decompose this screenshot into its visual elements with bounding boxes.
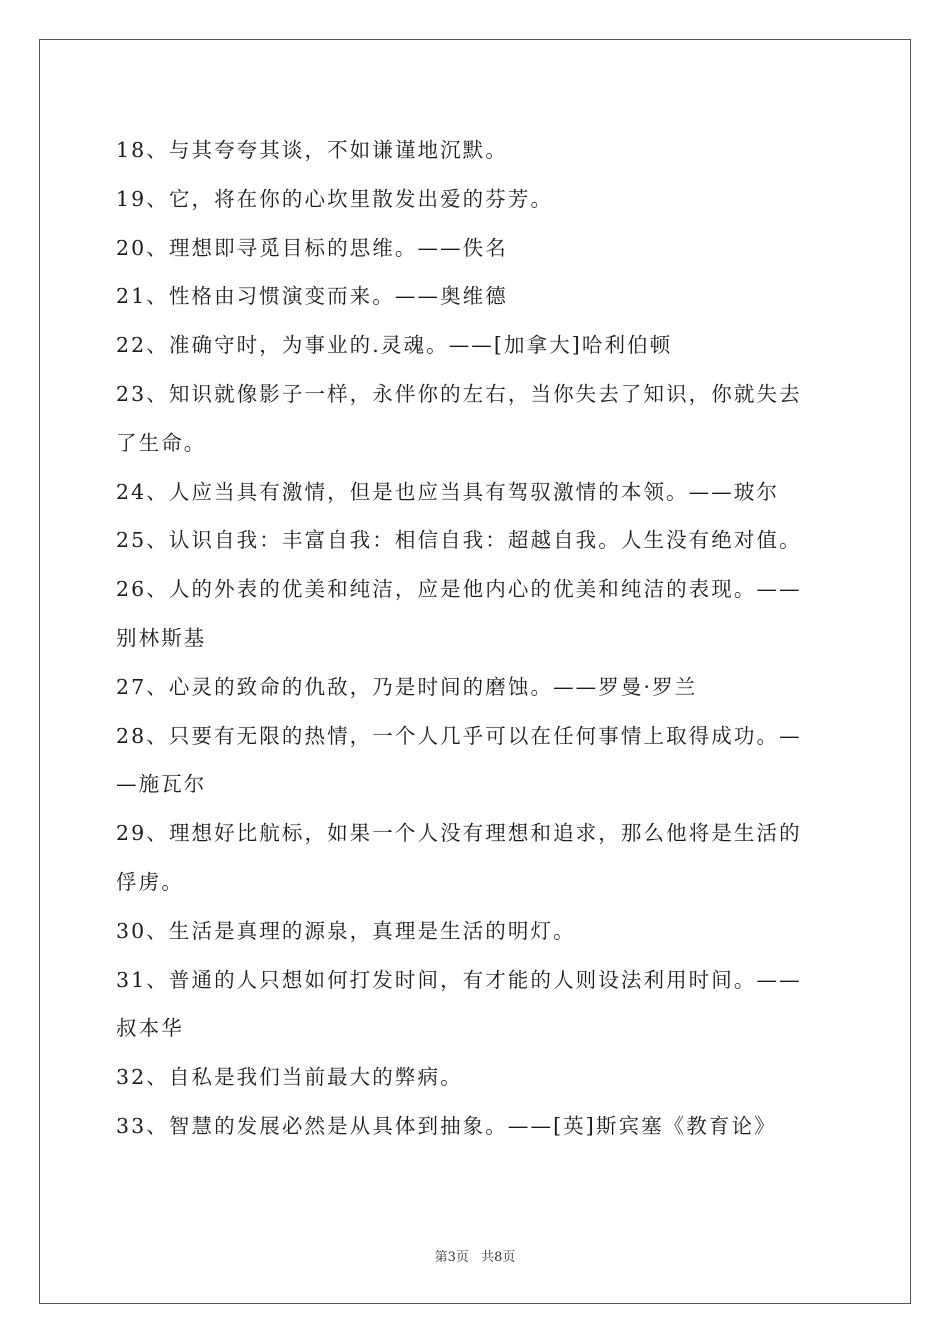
text-line: 23、知识就像影子一样，永伴你的左右，当你失去了知识，你就失去 <box>116 381 802 406</box>
text-line: 20、理想即寻觅目标的思维。——佚名 <box>116 235 508 260</box>
text-line: 33、智慧的发展必然是从具体到抽象。——[英]斯宾塞《教育论》 <box>116 1113 777 1138</box>
text-line: 俘虏。 <box>116 869 184 894</box>
text-line: 31、普通的人只想如何打发时间，有才能的人则设法利用时间。—— <box>116 967 802 992</box>
text-line: 26、人的外表的优美和纯洁，应是他内心的优美和纯洁的表现。—— <box>116 577 802 602</box>
quote-list <box>116 126 836 1151</box>
text-line: 30、生活是真理的源泉，真理是生活的明灯。 <box>116 918 576 943</box>
text-line: 28、只要有无限的热情，一个人几乎可以在任何事情上取得成功。— <box>116 723 802 748</box>
text-line: 了生命。 <box>116 430 207 455</box>
text-line: 19、它，将在你的心坎里散发出爱的芬芳。 <box>116 186 554 211</box>
text-line: 22、准确守时，为事业的.灵魂。——[加拿大]哈利伯顿 <box>116 333 673 358</box>
page-total: 共8页 <box>481 1250 516 1265</box>
text-line: 27、心灵的致命的仇敌，乃是时间的磨蚀。——罗曼·罗兰 <box>116 674 698 699</box>
page-footer <box>0 1246 950 1265</box>
text-line: 29、理想好比航标，如果一个人没有理想和追求，那么他将是生活的 <box>116 821 802 846</box>
text-line: 别林斯基 <box>116 625 207 650</box>
text-line: 叔本华 <box>116 1016 184 1041</box>
text-line: 25、认识自我：丰富自我：相信自我：超越自我。人生没有绝对值。 <box>116 528 802 553</box>
text-line: —施瓦尔 <box>116 772 207 797</box>
text-line: 21、性格由习惯演变而来。——奥维德 <box>116 284 508 309</box>
text-line: 24、人应当具有激情，但是也应当具有驾驭激情的本领。——玻尔 <box>116 479 780 504</box>
page-number: 第3页 <box>434 1250 469 1265</box>
text-line: 32、自私是我们当前最大的弊病。 <box>116 1065 463 1090</box>
text-line: 18、与其夸夸其谈，不如谦谨地沉默。 <box>116 138 508 162</box>
